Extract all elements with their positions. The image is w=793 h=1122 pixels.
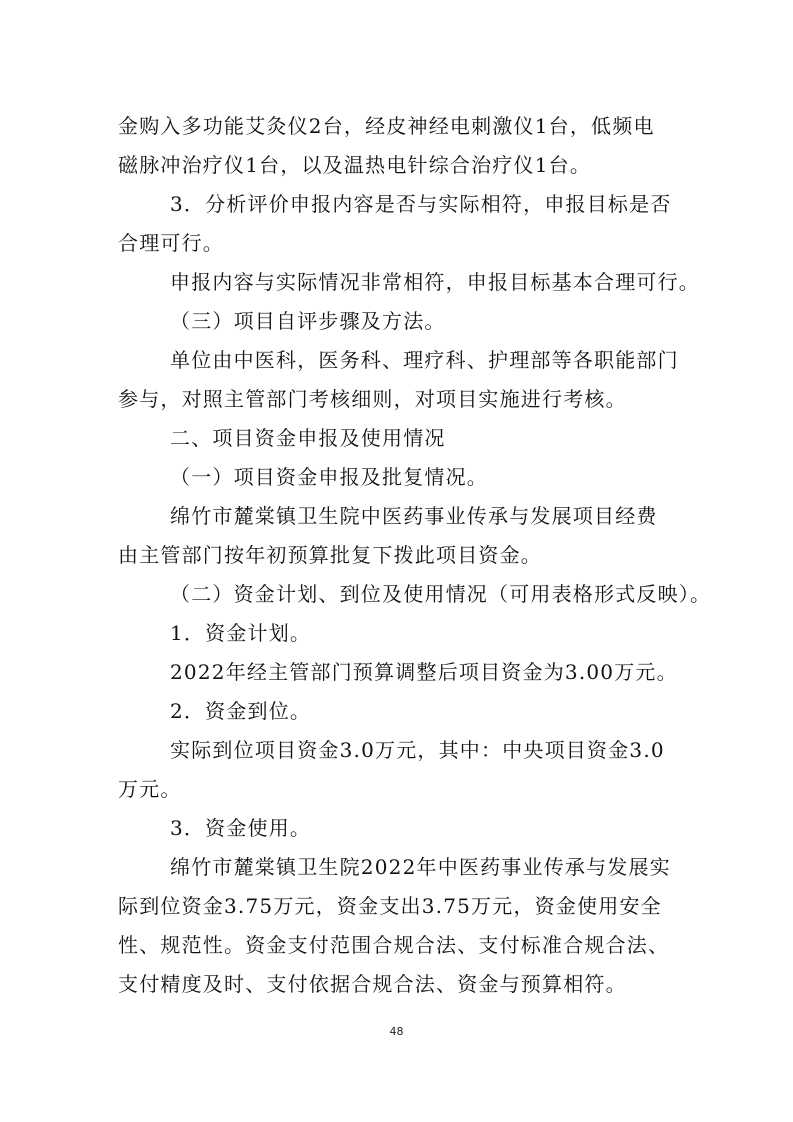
paragraph-line: 合理可行。 (118, 231, 224, 255)
paragraph-line: 3．分析评价申报内容是否与实际相符，申报目标是否 (170, 192, 672, 216)
paragraph-line: 2022年经主管部门预算调整后项目资金为3.00万元。 (170, 660, 678, 684)
paragraph-line: 金购入多功能艾灸仪2台，经皮神经电刺激仪1台，低频电 (118, 114, 655, 138)
section-heading: （一）项目资金申报及批复情况。 (170, 465, 488, 489)
paragraph-line: 实际到位项目资金3.0万元，其中：中央项目资金3.0 (170, 738, 665, 762)
page-number: 48 (389, 1025, 404, 1038)
paragraph-line: 参与，对照主管部门考核细则，对项目实施进行考核。 (118, 387, 627, 411)
section-heading: 二、项目资金申报及使用情况 (170, 426, 446, 450)
paragraph-line: 由主管部门按年初预算批复下拨此项目资金。 (118, 543, 542, 567)
section-heading: 1．资金计划。 (170, 621, 312, 645)
paragraph-line: 性、规范性。资金支付范围合规合法、支付标准合规合法、 (118, 933, 670, 957)
section-heading: （三）项目自评步骤及方法。 (170, 309, 446, 333)
section-heading: 2．资金到位。 (170, 699, 312, 723)
paragraph-line: 绵竹市麓棠镇卫生院2022年中医药事业传承与发展实 (170, 855, 671, 879)
paragraph-line: 际到位资金3.75万元，资金支出3.75万元，资金使用安全 (118, 894, 662, 918)
paragraph-line: 万元。 (118, 777, 182, 801)
section-heading: 3．资金使用。 (170, 816, 312, 840)
paragraph-line: 绵竹市麓棠镇卫生院中医药事业传承与发展项目经费 (170, 504, 658, 528)
section-heading: （二）资金计划、到位及使用情况（可用表格形式反映）。 (170, 582, 712, 606)
paragraph-line: 申报内容与实际情况非常相符，申报目标基本合理可行。 (170, 270, 700, 294)
paragraph-line: 支付精度及时、支付依据合规合法、资金与预算相符。 (118, 972, 627, 996)
paragraph-line: 磁脉冲治疗仪1台，以及温热电针综合治疗仪1台。 (118, 153, 592, 177)
paragraph-line: 单位由中医科，医务科、理疗科、护理部等各职能部门 (170, 348, 679, 372)
